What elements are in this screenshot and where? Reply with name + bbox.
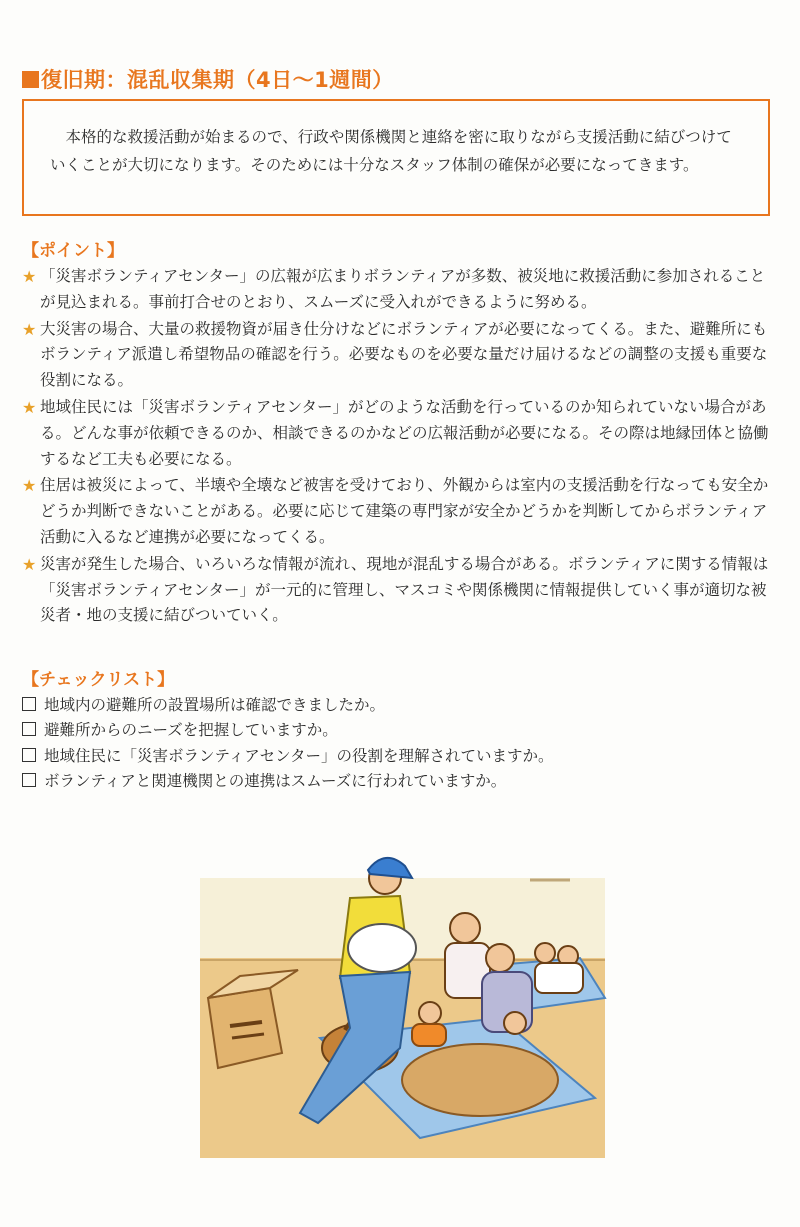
points-list [22,264,774,630]
checkbox-icon[interactable] [22,773,36,787]
baby-head [504,1012,526,1034]
section-title-text: 復旧期：混乱収集期（4日〜1週間） [41,68,394,92]
checklist-item[interactable] [22,769,774,794]
checklist-text: 地域内の避難所の設置場所は確認できましたか。 [44,696,386,714]
checkbox-icon[interactable] [22,722,36,736]
point-text: 「災害ボランティアセンター」の広報が広まりボランティアが多数、被災地に救援活動に参加されることが見込まれる。事前打合せのとおり、スムーズに受入れができるように努める。 [40,267,766,311]
intro-box: 本格的な救援活動が始まるので、行政や関係機関と連絡を密に取りながら支援活動に結びつけていくことが大切になります。そのためには十分なスタッフ体制の確保が必要になってきます。 [22,99,770,216]
point-text: 大災害の場合、大量の救援物資が届き仕分けなどにボランティアが必要になってくる。また、避難所にもボランティア派遣し希望物品の確認を行う。必要なものを必要な量だけ届けるなどの調整の支援も重要な役割になる。 [40,319,768,390]
star-icon: ★ [22,554,37,574]
star-icon: ★ [22,476,37,496]
star-icon: ★ [22,267,37,286]
checklist-item[interactable] [22,718,774,743]
mother-head [486,944,514,972]
checklist-text: 地域住民に「災害ボランティアセンター」の役割を理解されていますか。 [44,746,554,765]
square-bullet-icon [22,71,39,88]
point-text: 地域住民には「災害ボランティアセンター」がどのような活動を行っているのか知られていない場合がある。どんな事が依頼できるのか、相談できるのかなどの広報活動が必要になる。その際は地縁団体と協働するなど工夫も必要になる。 [40,397,769,468]
point-item [22,473,774,550]
checkbox-icon[interactable] [22,748,36,762]
star-icon: ★ [22,397,37,417]
checklist-item[interactable] [22,744,774,769]
elder-head [450,913,480,943]
supply-sack [348,924,416,972]
star-icon: ★ [22,319,37,339]
point-item [22,552,774,629]
checklist-text: 避難所からのニーズを把握していますか。 [44,721,338,740]
checklist-item[interactable] [22,693,774,718]
cap [368,858,412,878]
point-item [22,395,774,472]
point-item [22,264,774,316]
point-item [22,317,774,394]
checklist-text: ボランティアと関連機関との連携はスムーズに行われていますか。 [44,772,507,791]
cardboard-box [208,988,282,1068]
child-head [419,1002,441,1024]
point-text: 災害が発生した場合、いろいろな情報が流れ、現地が混乱する場合がある。ボランティアに関する情報は「災害ボランティアセンター」が一元的に管理し、マスコミや関係機関に情報提供していく事が適切な被災者・地の支援に結びついていく。 [40,554,769,625]
checklist [22,693,774,795]
point-text: 住居は被災によって、半壊や全壊など被害を受けており、外観からは室内の支援活動を行なっても安全かどうか判断できないことがある。必要に応じて建築の専門家が安全かどうかを判断してからボランティア活動に入るなど連携が必要になってくる。 [40,476,769,546]
checkbox-icon[interactable] [22,697,36,711]
shelter-illustration [200,848,610,1158]
blanket [402,1044,558,1116]
section-title [22,64,394,94]
points-heading: 【ポイント】 [22,241,124,261]
checklist-heading: 【チェックリスト】 [22,670,175,690]
